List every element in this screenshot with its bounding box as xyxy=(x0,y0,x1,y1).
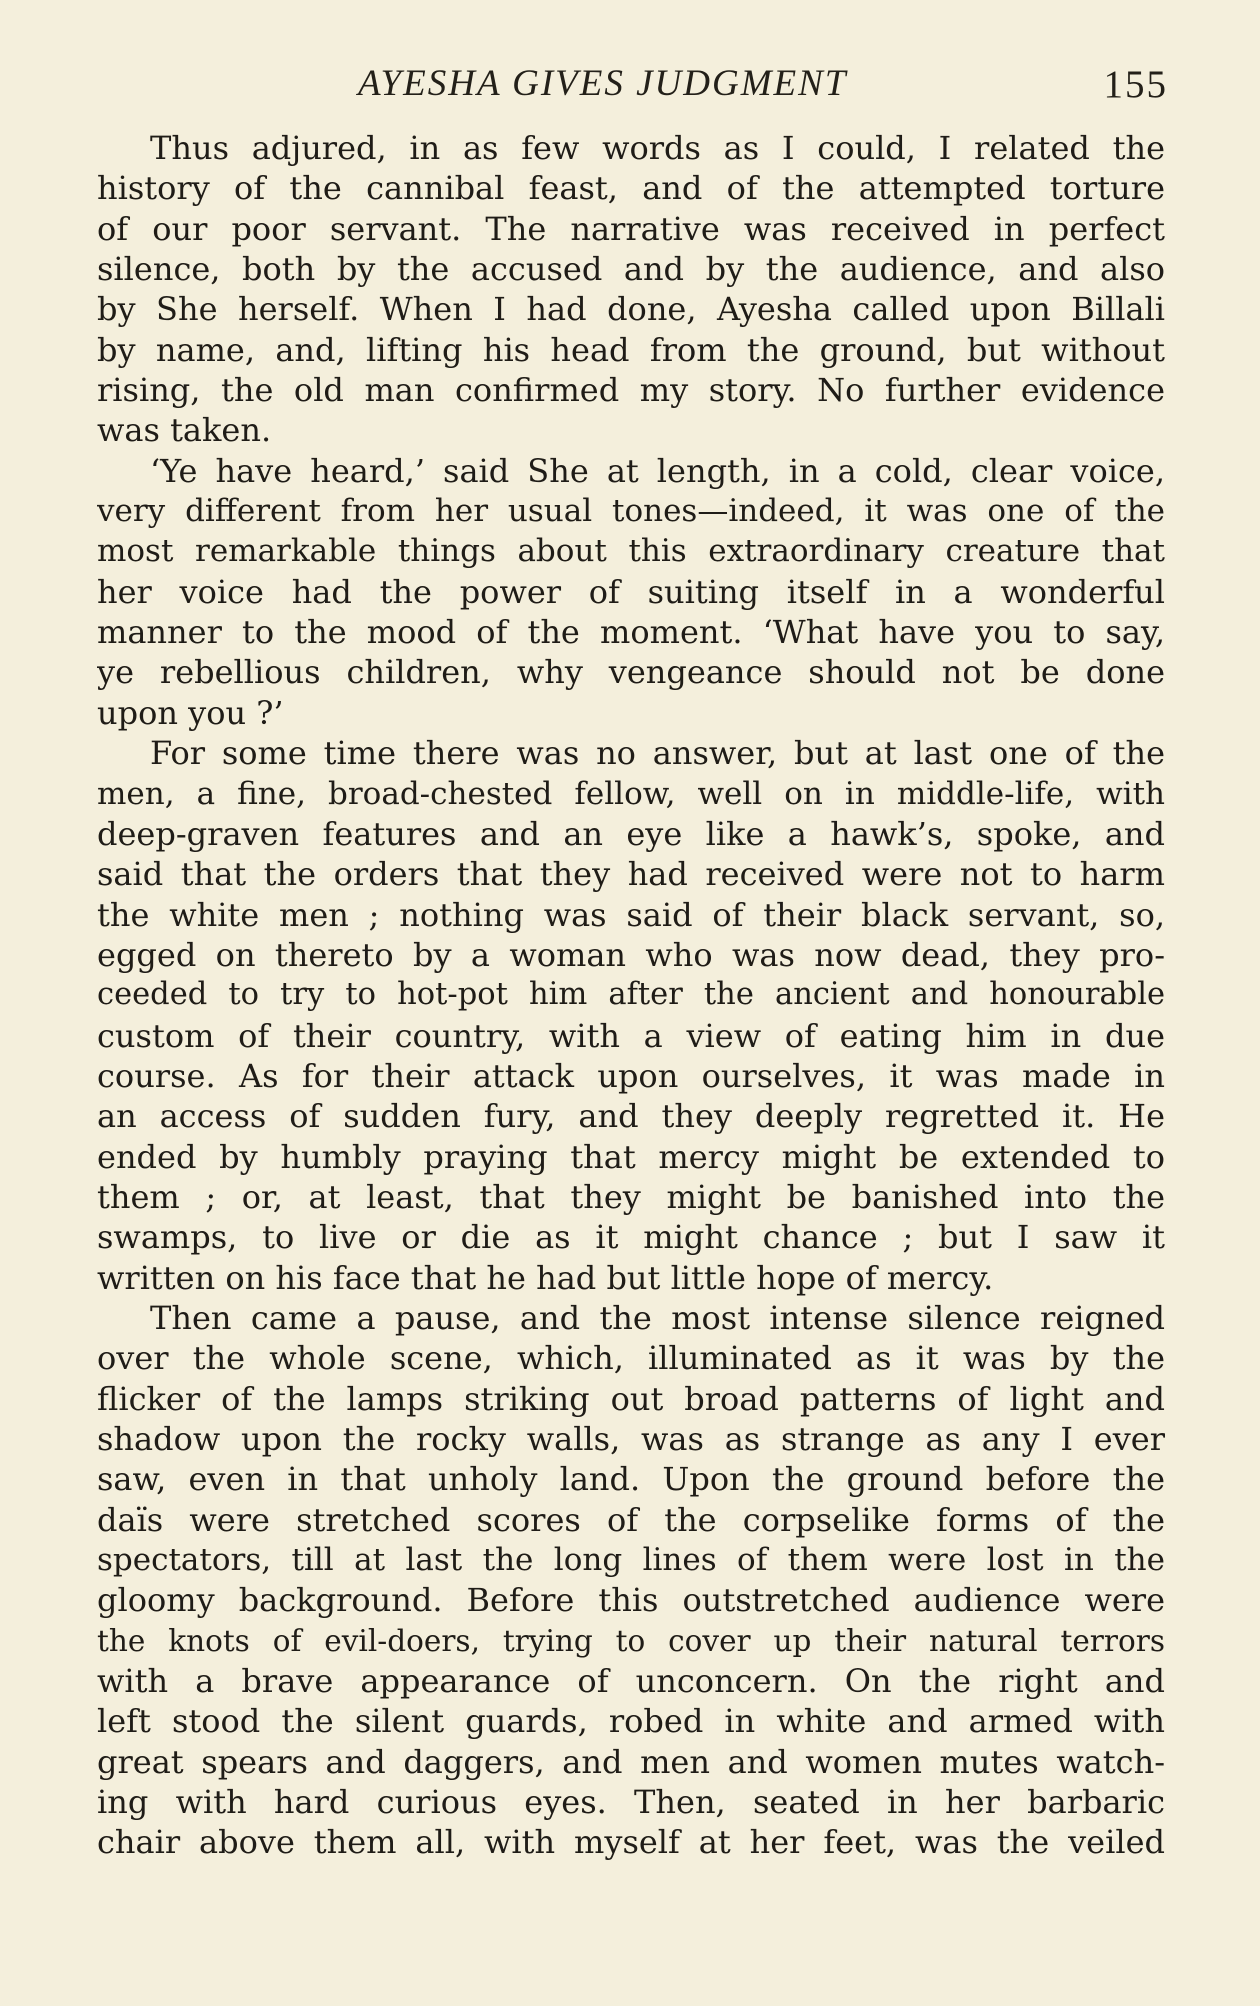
text-line: left stood the silent guards, robed in white and armed with xyxy=(97,1702,1165,1741)
text-line: written on his face that he had but little hope of mercy. xyxy=(97,1258,994,1297)
text-line: ended by humbly praying that mercy might be extended to xyxy=(97,1137,1165,1176)
text-line: her voice had the power of suiting itself in a wonderful xyxy=(97,572,1165,611)
text-line: was taken. xyxy=(97,411,272,450)
text-line: of our poor servant. The narrative was received in perfect xyxy=(97,209,1165,248)
text-line: ing with hard curious eyes. Then, seated in her barbaric xyxy=(97,1783,1165,1822)
text-line: them ; or, at least, that they might be banished into the xyxy=(97,1177,1165,1216)
text-line: Then came a pause, and the most intense silence reigned xyxy=(150,1298,1165,1337)
text-line: deep-graven features and an eye like a hawk’s, spoke, and xyxy=(97,814,1165,853)
text-line: an access of sudden fury, and they deeply regretted it. He xyxy=(97,1097,1165,1136)
text-line: ye rebellious children, why vengeance should not be done xyxy=(97,653,1165,692)
text-line: history of the cannibal feast, and of the attempted torture xyxy=(97,169,1165,208)
text-line: upon you ?’ xyxy=(97,693,284,732)
text-line: most remarkable things about this extraordinary creature that xyxy=(97,533,1165,570)
text-line: daïs were stretched scores of the corpselike forms of the xyxy=(97,1500,1165,1539)
text-line: said that the orders that they had received were not to harm xyxy=(97,855,1165,894)
text-line: the knots of evil-doers, trying to cover up their natural terrors xyxy=(97,1623,1165,1658)
text-line: flicker of the lamps striking out broad patterns of light and xyxy=(97,1379,1165,1418)
text-line: spectators, till at last the long lines of them were lost in the xyxy=(97,1542,1165,1579)
running-head xyxy=(98,62,1168,112)
text-line: shadow upon the rocky walls, was as strange as any I ever xyxy=(97,1420,1165,1458)
text-line: ceeded to try to hot-pot him after the ancient and honourable xyxy=(97,977,1165,1013)
text-line: over the whole scene, which, illuminated as it was by the xyxy=(97,1339,1165,1378)
text-line: silence, both by the accused and by the audience, and also xyxy=(97,250,1165,289)
text-line: course. As for their attack upon ourselves, it was made in xyxy=(97,1056,1165,1095)
text-line: very different from her usual tones—indeed, it was one of the xyxy=(97,493,1165,530)
text-line: men, a fine, broad-chested fellow, well on in middle-life, with xyxy=(97,775,1165,812)
chapter-running-title: AYESHA GIVES JUDGMENT xyxy=(358,63,848,104)
text-line: For some time there was no answer, but at last one of the xyxy=(150,734,1165,773)
text-line: with a brave appearance of unconcern. On the right and xyxy=(97,1662,1165,1701)
text-line: saw, even in that unholy land. Upon the ground before the xyxy=(97,1460,1165,1499)
text-line: gloomy background. Before this outstretched audience were xyxy=(97,1581,1165,1620)
text-line: manner to the mood of the moment. ‘What have you to say, xyxy=(97,613,1165,652)
text-line: egged on thereto by a woman who was now dead, they pro- xyxy=(97,935,1165,974)
text-line: chair above them all, with myself at her feet, was the veiled xyxy=(97,1823,1165,1862)
text-line: swamps, to live or die as it might chance ; but I saw it xyxy=(97,1218,1165,1257)
body-text xyxy=(97,128,1165,1863)
text-line: by name, and, lifting his head from the ground, but without xyxy=(97,330,1165,369)
page-number: 155 xyxy=(1103,63,1168,106)
text-line: by She herself. When I had done, Ayesha called upon Billali xyxy=(97,290,1165,329)
text-line: rising, the old man confirmed my story. No further evidence xyxy=(97,371,1165,410)
text-line: ‘Ye have heard,’ said She at length, in a cold, clear voice, xyxy=(150,451,1165,490)
text-line: great spears and daggers, and men and women mutes watch- xyxy=(97,1742,1165,1781)
text-line: custom of their country, with a view of eating him in due xyxy=(97,1016,1165,1055)
text-line: Thus adjured, in as few words as I could, I related the xyxy=(150,129,1165,167)
text-line: the white men ; nothing was said of their black servant, so, xyxy=(97,895,1165,934)
